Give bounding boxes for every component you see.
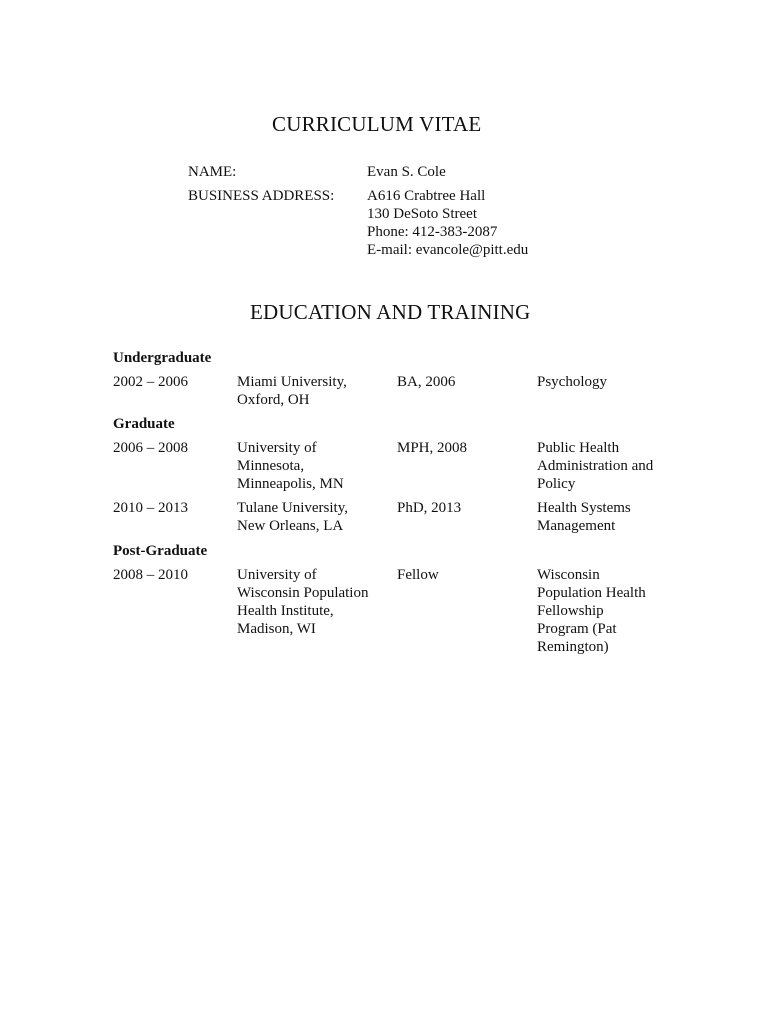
entry-field [537, 566, 646, 656]
entry-field [537, 439, 653, 493]
section-label-undergraduate: Undergraduate [113, 350, 212, 366]
section-label-post-graduate: Post-Graduate [113, 543, 208, 559]
field-line: Program (Pat [537, 621, 617, 637]
field-line: Administration and [537, 458, 654, 474]
institution-line: Wisconsin Population [237, 585, 369, 601]
entry-degree: BA, 2006 [397, 374, 456, 390]
field-line: Psychology [537, 374, 608, 390]
document-title: CURRICULUM VITAE [272, 112, 482, 136]
business-address-block [367, 187, 528, 259]
entry-institution [237, 439, 344, 493]
entry-years: 2008 – 2010 [113, 567, 188, 583]
field-line: Wisconsin [537, 567, 600, 583]
phone-line: Phone: 412-383-2087 [367, 224, 498, 240]
address-line: 130 DeSoto Street [367, 206, 477, 222]
section-label-graduate: Graduate [113, 416, 175, 432]
field-line: Remington) [537, 639, 609, 655]
field-line: Population Health [537, 585, 646, 601]
field-line: Health Systems [537, 500, 631, 516]
entry-field [537, 373, 607, 391]
entry-institution [237, 373, 347, 409]
institution-line: Madison, WI [237, 621, 316, 637]
entry-years: 2010 – 2013 [113, 500, 188, 516]
field-line: Public Health [537, 440, 620, 456]
education-heading: EDUCATION AND TRAINING [250, 300, 531, 324]
institution-line: Minneapolis, MN [237, 476, 344, 492]
name-label: NAME: [188, 164, 237, 180]
institution-line: Minnesota, [237, 458, 305, 474]
institution-line: New Orleans, LA [237, 518, 344, 534]
entry-degree: PhD, 2013 [397, 500, 462, 516]
entry-degree: Fellow [397, 567, 439, 583]
business-address-label: BUSINESS ADDRESS: [188, 188, 335, 204]
institution-line: University of [237, 567, 317, 583]
field-line: Management [537, 518, 616, 534]
entry-institution [237, 566, 368, 638]
entry-degree: MPH, 2008 [397, 440, 468, 456]
institution-line: Miami University, [237, 374, 347, 390]
institution-line: Tulane University, [237, 500, 348, 516]
field-line: Policy [537, 476, 576, 492]
entry-years: 2002 – 2006 [113, 374, 188, 390]
institution-line: University of [237, 440, 317, 456]
entry-field [537, 499, 631, 535]
name-value: Evan S. Cole [367, 164, 446, 180]
field-line: Fellowship [537, 603, 604, 619]
institution-line: Oxford, OH [237, 392, 310, 408]
address-line: A616 Crabtree Hall [367, 188, 486, 204]
entry-institution [237, 499, 348, 535]
entry-years: 2006 – 2008 [113, 440, 188, 456]
institution-line: Health Institute, [237, 603, 334, 619]
email-line: E-mail: evancole@pitt.edu [367, 242, 529, 258]
